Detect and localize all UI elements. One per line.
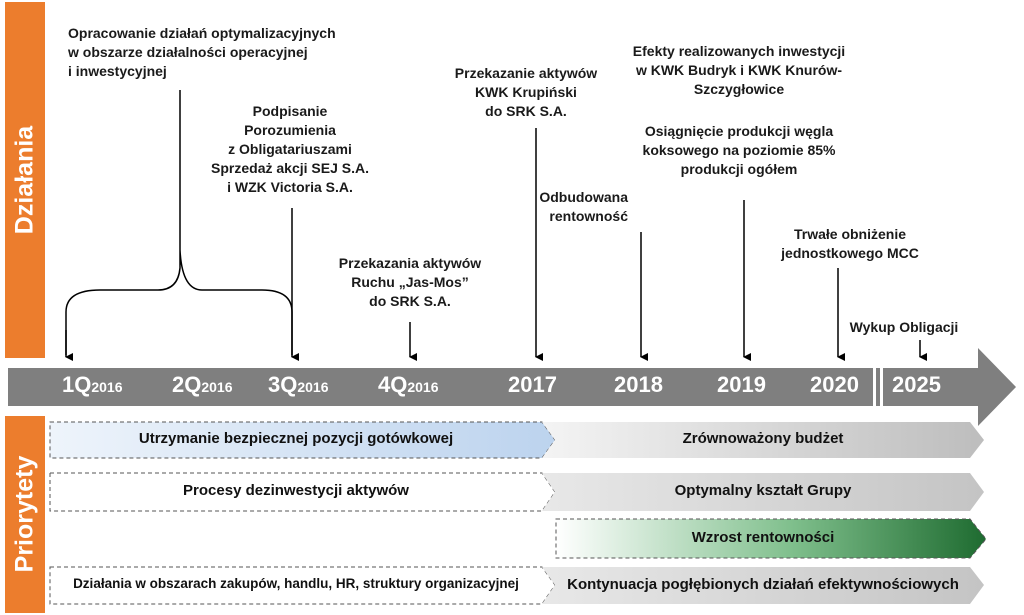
action-profitability-restored: Odbudowana rentowność (539, 189, 628, 224)
period-label: 2019 (717, 372, 766, 397)
priorities-side-label: Priorytety (10, 455, 39, 573)
timeline-break-mark (873, 368, 876, 406)
priority-efficiency-label: Kontynuacja pogłębionych działań efektywnościowych (567, 576, 959, 593)
timeline-break-mark (880, 368, 883, 406)
priority-profitability-label: Wzrost rentowności (691, 529, 835, 546)
action-optimization: Opracowanie działań optymalizacyjnych w obszarze działalności operacyjnej i inwestycyjnej (68, 25, 336, 79)
action-bondholders-agreement: Podpisanie Porozumienia z Obligatariuszami Sprzedaż akcji SEJ S.A. i WZK Victoria S.A. (211, 103, 369, 195)
period-label: 2025 (892, 372, 941, 397)
priority-procurement-label: Działania w obszarach zakupów, handlu, HR, struktury organizacyjnej (73, 576, 519, 591)
period-label: 4Q2016 (378, 372, 439, 397)
priority-budget-label: Zrównoważony budżet (682, 430, 844, 447)
priority-group-shape-label: Optymalny kształt Grupy (674, 482, 852, 499)
action-investment-effects: Efekty realizowanych inwestycji w KWK Budryk i KWK Knurów- Szczygłowice (632, 43, 846, 97)
priority-cash-label: Utrzymanie bezpiecznej pozycji gotówkowej (138, 430, 454, 447)
action-krupinski-transfer: Przekazanie aktywów KWK Krupiński do SRK S.A. (454, 65, 598, 119)
period-label: 1Q2016 (62, 372, 123, 397)
period-label: 2018 (614, 372, 663, 397)
actions-side-label: Działania (10, 125, 39, 235)
period-label: 2017 (508, 372, 557, 397)
action-jas-mos-transfer: Przekazania aktywów Ruchu „Jas-Mos” do SRK S.A. (338, 255, 482, 309)
action-mcc-reduction: Trwałe obniżenie jednostkowego MCC (781, 226, 919, 261)
period-label: 2Q2016 (172, 372, 233, 397)
period-label: 2020 (810, 372, 859, 397)
action-coking-coal-production: Osiągnięcie produkcji węgla koksowego na poziomie 85% produkcji ogółem (642, 123, 836, 177)
period-label: 3Q2016 (268, 372, 329, 397)
action-bond-buyback: Wykup Obligacji (849, 319, 959, 335)
priority-divestment-label: Procesy dezinwestycji aktywów (183, 482, 409, 499)
